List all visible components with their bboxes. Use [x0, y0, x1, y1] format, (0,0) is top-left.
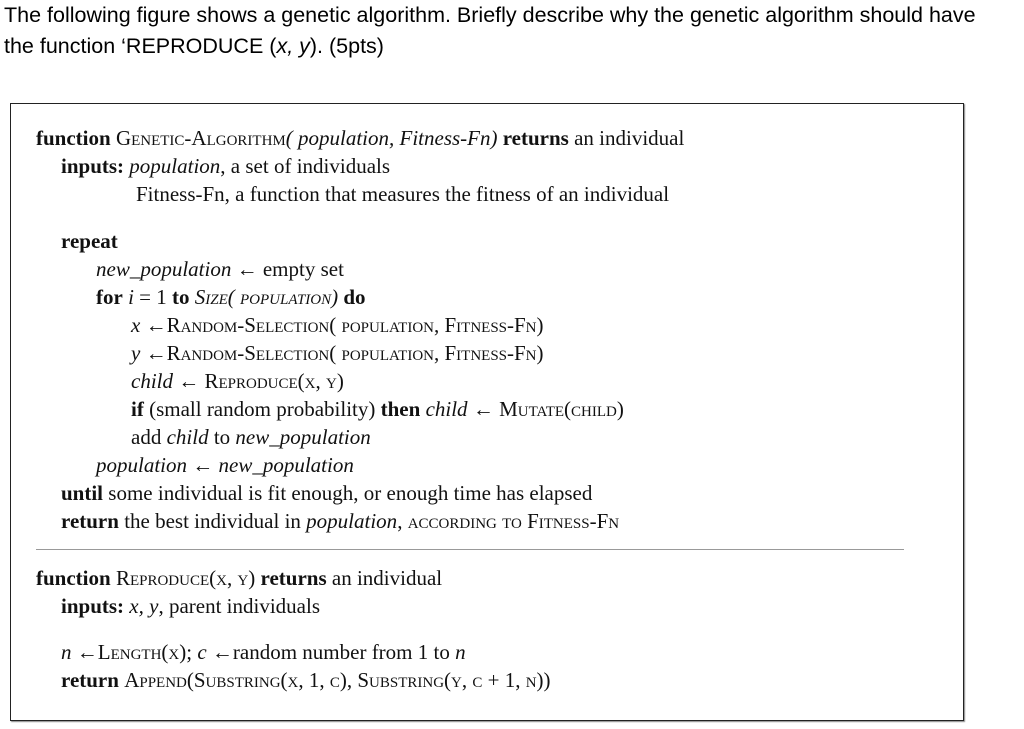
mutate-line: if (small random probability) then child ← Mutate(child): [131, 397, 624, 421]
child-reproduce: child ← Reproduce(x, y): [131, 369, 344, 393]
x-selection: x ←Random-Selection( population, Fitness-Fn): [131, 313, 544, 337]
return-line: return the best individual in population, according to Fitness-Fn: [61, 509, 620, 533]
new-population-init: new_population ← empty set: [96, 257, 344, 281]
ga-inputs-fitness: Fitness-Fn, a function that measures the fitness of an individual: [136, 182, 670, 206]
section-divider: [36, 549, 904, 550]
reproduce-signature: function Reproduce(x, y) returns an individual: [36, 566, 443, 590]
ga-inputs: inputs: population, a set of individuals: [61, 154, 391, 178]
repeat-keyword: repeat: [61, 229, 118, 253]
question-text: [4, 0, 1019, 62]
y-selection: y ←Random-Selection( population, Fitness-Fn): [131, 341, 544, 365]
add-child-line: add child to new_population: [131, 425, 371, 449]
algorithm-figure: [10, 103, 964, 721]
ga-signature: function Genetic-Algorithm( population, Fitness-Fn) returns an individual: [36, 126, 685, 150]
question-line-1: The following figure shows a genetic algorithm. Briefly describe why the genetic algorithm should have: [4, 3, 976, 27]
question-line-2: the function ‘REPRODUCE (x, y). (5pts): [4, 34, 384, 58]
population-assign: population ← new_population: [96, 453, 354, 477]
reproduce-assign: n ←Length(x); c ←random number from 1 to n: [61, 640, 466, 664]
for-loop: for i = 1 to Size( population) do: [96, 285, 366, 309]
reproduce-return: return Append(Substring(x, 1, c), Substring(y, c + 1, n)): [61, 668, 551, 692]
reproduce-inputs: inputs: x, y, parent individuals: [61, 594, 320, 618]
until-line: until some individual is fit enough, or enough time has elapsed: [61, 481, 593, 505]
